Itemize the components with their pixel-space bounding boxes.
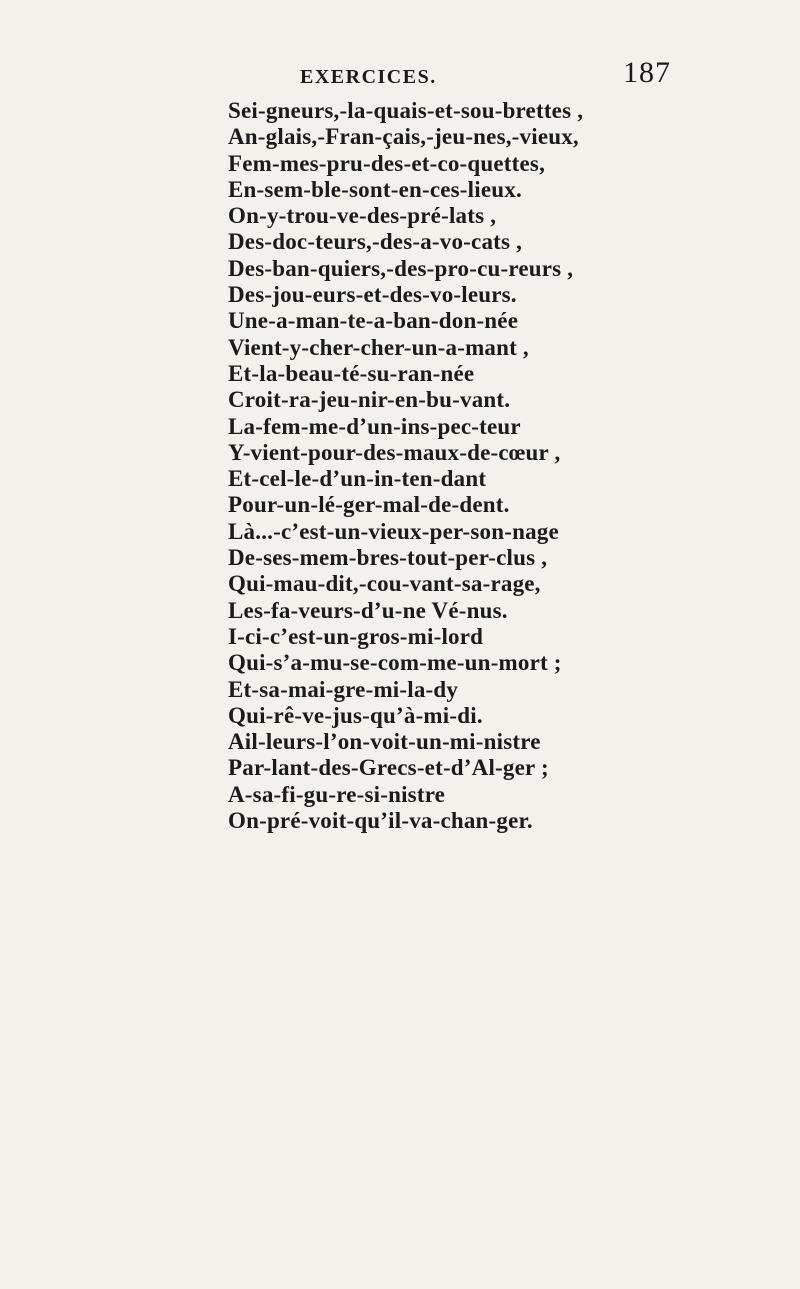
verse-stanza (228, 98, 728, 834)
verse-line: Là...-c’est-un-vieux-per-son-nage (228, 518, 559, 544)
page-number: 187 (623, 56, 671, 89)
verse-line: A-sa-fi-gu-re-si-nistre (228, 781, 446, 807)
verse-line: Une-a-man-te-a-ban-don-née (228, 308, 519, 334)
verse-line: Pour-un-lé-ger-mal-de-dent. (228, 492, 510, 518)
verse-line: Des-jou-eurs-et-des-vo-leurs. (228, 282, 517, 308)
verse-line: Et-cel-le-d’un-in-ten-dant (228, 466, 487, 492)
verse-line: Qui-mau-dit,-cou-vant-sa-rage, (228, 571, 541, 597)
verse-line: Ail-leurs-l’on-voit-un-mi-nistre (228, 729, 541, 755)
verse-line: Les-fa-veurs-d’u-ne Vé-nus. (228, 597, 508, 623)
verse-line: On-y-trou-ve-des-pré-lats , (228, 203, 497, 229)
verse-line: Des-doc-teurs,-des-a-vo-cats , (228, 229, 523, 255)
verse-line: Y-vient-pour-des-maux-de-cœur , (228, 439, 561, 465)
verse-line: De-ses-mem-bres-tout-per-clus , (228, 545, 548, 571)
verse-line: On-pré-voit-qu’il-va-chan-ger. (228, 808, 533, 834)
verse-line: Vient-y-cher-cher-un-a-mant , (228, 334, 529, 360)
verse-line: I-ci-c’est-un-gros-mi-lord (228, 623, 484, 649)
verse-line: Sei-gneurs,-la-quais-et-sou-brettes , (228, 98, 584, 123)
verse-line: Par-lant-des-Grecs-et-d’Al-ger ; (228, 755, 549, 781)
verse-line: Des-ban-quiers,-des-pro-cu-reurs , (228, 255, 574, 281)
running-head: EXERCICES. (300, 66, 437, 88)
verse-line: Qui-s’a-mu-se-com-me-un-mort ; (228, 650, 562, 676)
verse-line: Et-sa-mai-gre-mi-la-dy (228, 676, 459, 702)
verse-line: En-sem-ble-sont-en-ces-lieux. (228, 176, 522, 202)
verse-line: Et-la-beau-té-su-ran-née (228, 360, 475, 386)
verse-line: An-glais,-Fran-çais,-jeu-nes,-vieux, (228, 124, 579, 150)
verse-line: La-fem-me-d’un-ins-pec-teur (228, 413, 521, 439)
verse-line: Qui-rê-ve-jus-qu’à-mi-di. (228, 702, 483, 728)
page-header (0, 56, 800, 98)
verse-line: Croit-ra-jeu-nir-en-bu-vant. (228, 387, 511, 413)
verse-line: Fem-mes-pru-des-et-co-quettes, (228, 150, 546, 176)
